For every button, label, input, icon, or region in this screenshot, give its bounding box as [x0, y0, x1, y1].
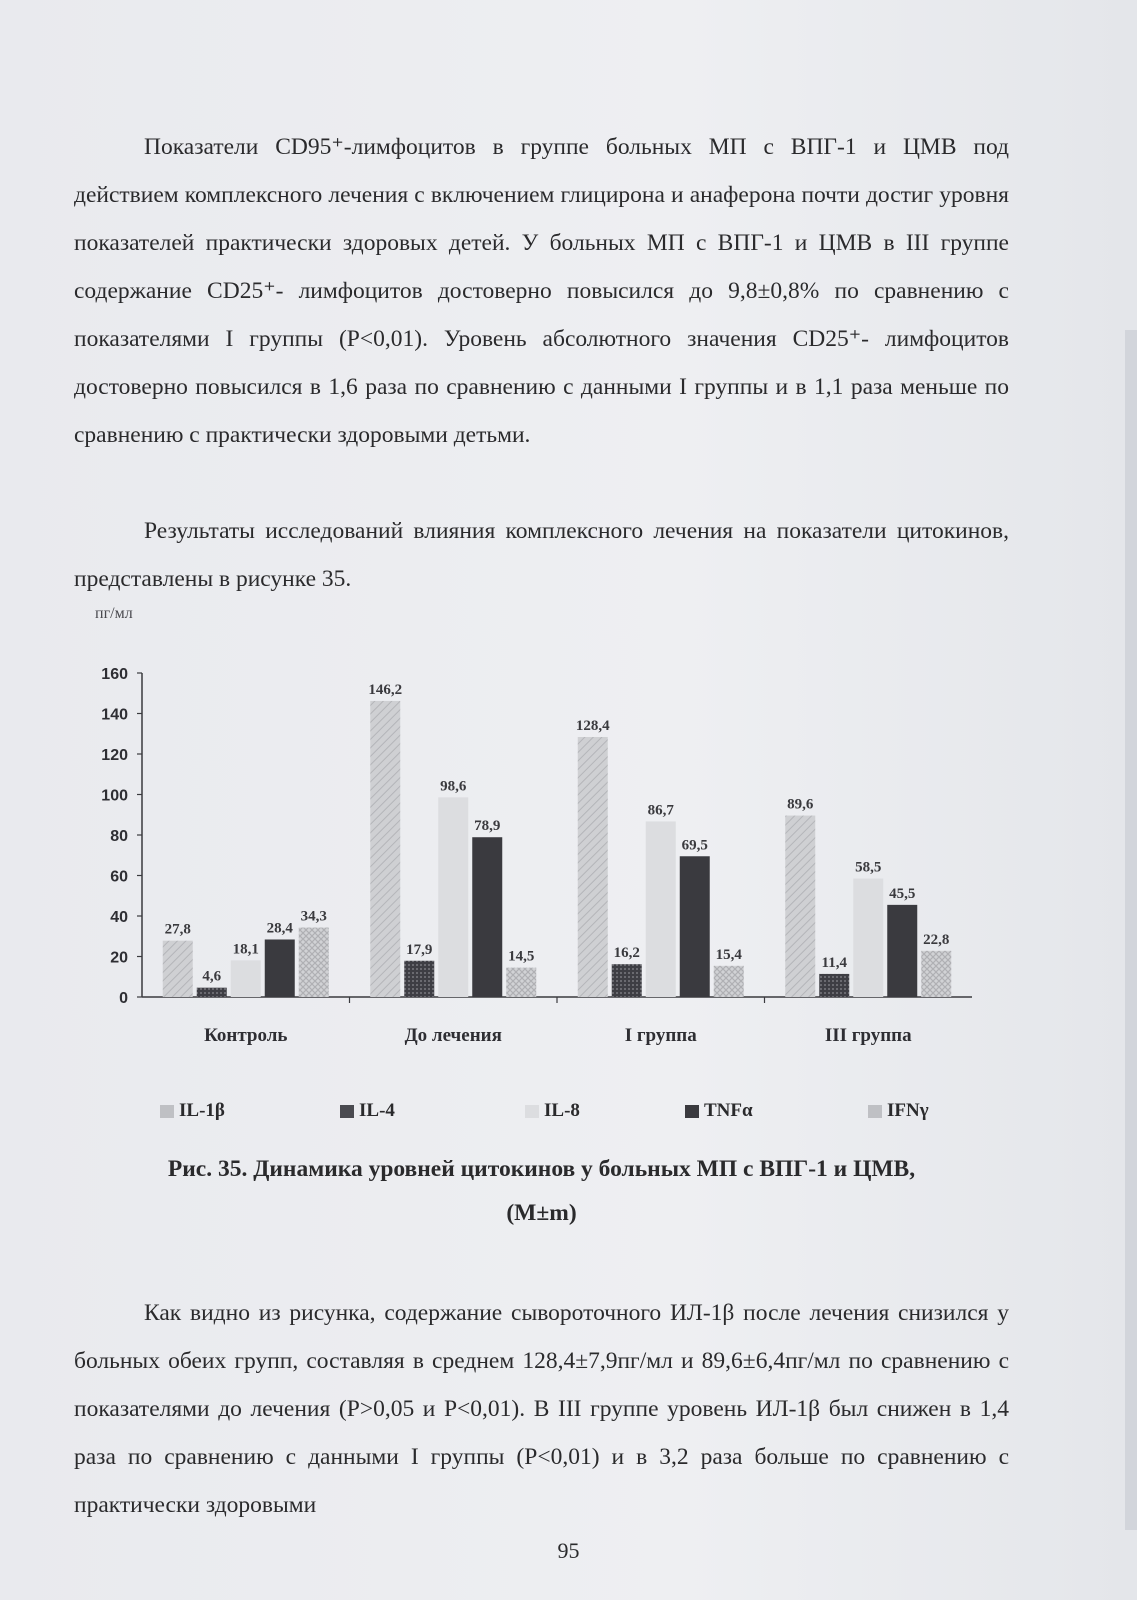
bar-value-label: 28,4: [266, 920, 293, 937]
bar-value-label: 11,4: [821, 954, 847, 971]
bar-value-label: 4,6: [202, 968, 222, 985]
paragraph-cd95: [74, 123, 1009, 459]
bar-il1: [785, 816, 815, 997]
y-tick-label: 120: [101, 747, 128, 764]
bar-value-label: 58,5: [855, 859, 882, 876]
y-tick-label: 0: [119, 990, 128, 1007]
bar-il1: [578, 737, 608, 997]
bar-value-label: 128,4: [575, 717, 610, 734]
bar-ifn: [921, 951, 951, 997]
bar-value-label: 89,6: [787, 796, 814, 813]
figure-caption-notation: (M±m): [506, 1200, 577, 1226]
bar-tnf: [472, 837, 502, 997]
bar-value-label: 22,8: [923, 931, 950, 948]
bar-value-label: 78,9: [474, 818, 501, 835]
paragraph-text: Как видно из рисунка, содержание сывороточного ИЛ-1β после лечения снизился у больных обеих групп, составляя в среднем 128,4±7,9пг/мл и 89,6±6,4пг/мл по сравнению с показателями до лечения (Р>0,05 и Р<0,01). В III группе уровень ИЛ-1β был снижен в 1,4 раза по сравнению с данными I группы (Р<0,01) и в 3,2 раза больше по сравнению с практически здоровыми: [74, 1300, 1009, 1518]
bar-tnf: [887, 905, 917, 997]
x-category-label: До лечения: [404, 1025, 502, 1046]
legend-swatch: [868, 1105, 882, 1118]
bar-value-label: 17,9: [406, 941, 433, 958]
x-category-label: III группа: [824, 1025, 912, 1046]
y-tick-label: 60: [110, 868, 128, 886]
bar-il1: [163, 941, 193, 997]
bar-il4: [612, 964, 642, 997]
bar-tnf: [680, 856, 710, 997]
figure-caption: Рис. 35. Динамика уровней цитокинов у больных МП с ВПГ-1 и ЦМВ,: [167, 1156, 916, 1182]
legend-swatch: [340, 1105, 354, 1118]
paragraph-il1b-analysis: [74, 1289, 1009, 1529]
legend-item: [525, 1100, 580, 1122]
bar-value-label: 98,6: [440, 778, 467, 795]
legend-item: [160, 1100, 225, 1122]
bar-ifn: [714, 966, 744, 997]
bar-value-label: 27,8: [164, 921, 191, 938]
y-tick-label: 80: [110, 828, 128, 845]
bar-ifn: [506, 968, 536, 997]
paragraph-text: Показатели CD95⁺-лимфоцитов в группе больных МП с ВПГ-1 и ЦМВ под действием комплексного лечения с включением глицирона и анаферона почти достиг уровня показателей практически здоровых детей. У больных МП с ВПГ-1 и ЦМВ в III группе содержание CD25⁺- лимфоцитов достоверно повысился до 9,8±0,8% по сравнению с показателями I группы (Р<0,01). Уровень абсолютного значения CD25⁺- лимфоцитов достоверно повысился в 1,6 раза по сравнению с данными I группы и в 1,1 раза меньше по сравнению с практически здоровыми детьми.: [74, 134, 1009, 448]
x-category-label: I группа: [624, 1025, 697, 1046]
bar-value-label: 16,2: [613, 945, 640, 962]
legend-label: IL-4: [359, 1100, 395, 1121]
legend-label: TNFα: [704, 1100, 753, 1121]
paragraph-text: Результаты исследований влияния комплексного лечения на показатели цитокинов, представлены в рисунке 35.: [74, 518, 1009, 592]
legend-label: IL-8: [544, 1100, 580, 1121]
y-tick-label: 160: [101, 666, 128, 683]
y-tick-label: 100: [101, 787, 128, 805]
bar-value-label: 15,4: [715, 946, 742, 963]
legend-item: [685, 1100, 753, 1122]
chart-legend: [0, 1100, 1137, 1130]
bar-ifn: [299, 928, 329, 997]
bar-value-label: 34,3: [300, 908, 327, 925]
x-category-label: Контроль: [204, 1025, 288, 1046]
legend-label: IFNγ: [887, 1100, 929, 1121]
y-tick-label: 40: [110, 909, 128, 926]
bar-tnf: [265, 939, 295, 997]
y-tick-label: 140: [101, 706, 128, 724]
bar-value-label: 14,5: [508, 948, 535, 965]
bar-value-label: 69,5: [681, 837, 708, 854]
page-number: 95: [557, 1538, 580, 1563]
legend-item: [868, 1100, 929, 1122]
bar-il4: [404, 961, 434, 997]
bar-il8: [231, 960, 261, 997]
y-tick-label: 20: [110, 949, 128, 967]
bar-value-label: 45,5: [889, 885, 916, 902]
y-axis-unit-label: пг/мл: [95, 605, 133, 622]
bar-value-label: 146,2: [368, 681, 403, 698]
bar-il4: [197, 988, 227, 997]
cytokine-bar-chart: [0, 600, 1137, 1100]
legend-swatch: [160, 1105, 174, 1118]
bar-il1: [370, 701, 400, 997]
bar-il8: [853, 879, 883, 997]
legend-label: IL-1β: [179, 1100, 225, 1121]
bar-value-label: 86,7: [647, 802, 674, 819]
bar-il8: [438, 797, 468, 997]
bar-il8: [646, 821, 676, 997]
legend-swatch: [685, 1105, 699, 1118]
plot-area: [101, 666, 972, 1046]
bar-il4: [819, 974, 849, 997]
legend-item: [340, 1100, 395, 1122]
paragraph-results-intro: [74, 507, 1009, 603]
legend-swatch: [525, 1105, 539, 1118]
bar-value-label: 18,1: [232, 941, 259, 958]
